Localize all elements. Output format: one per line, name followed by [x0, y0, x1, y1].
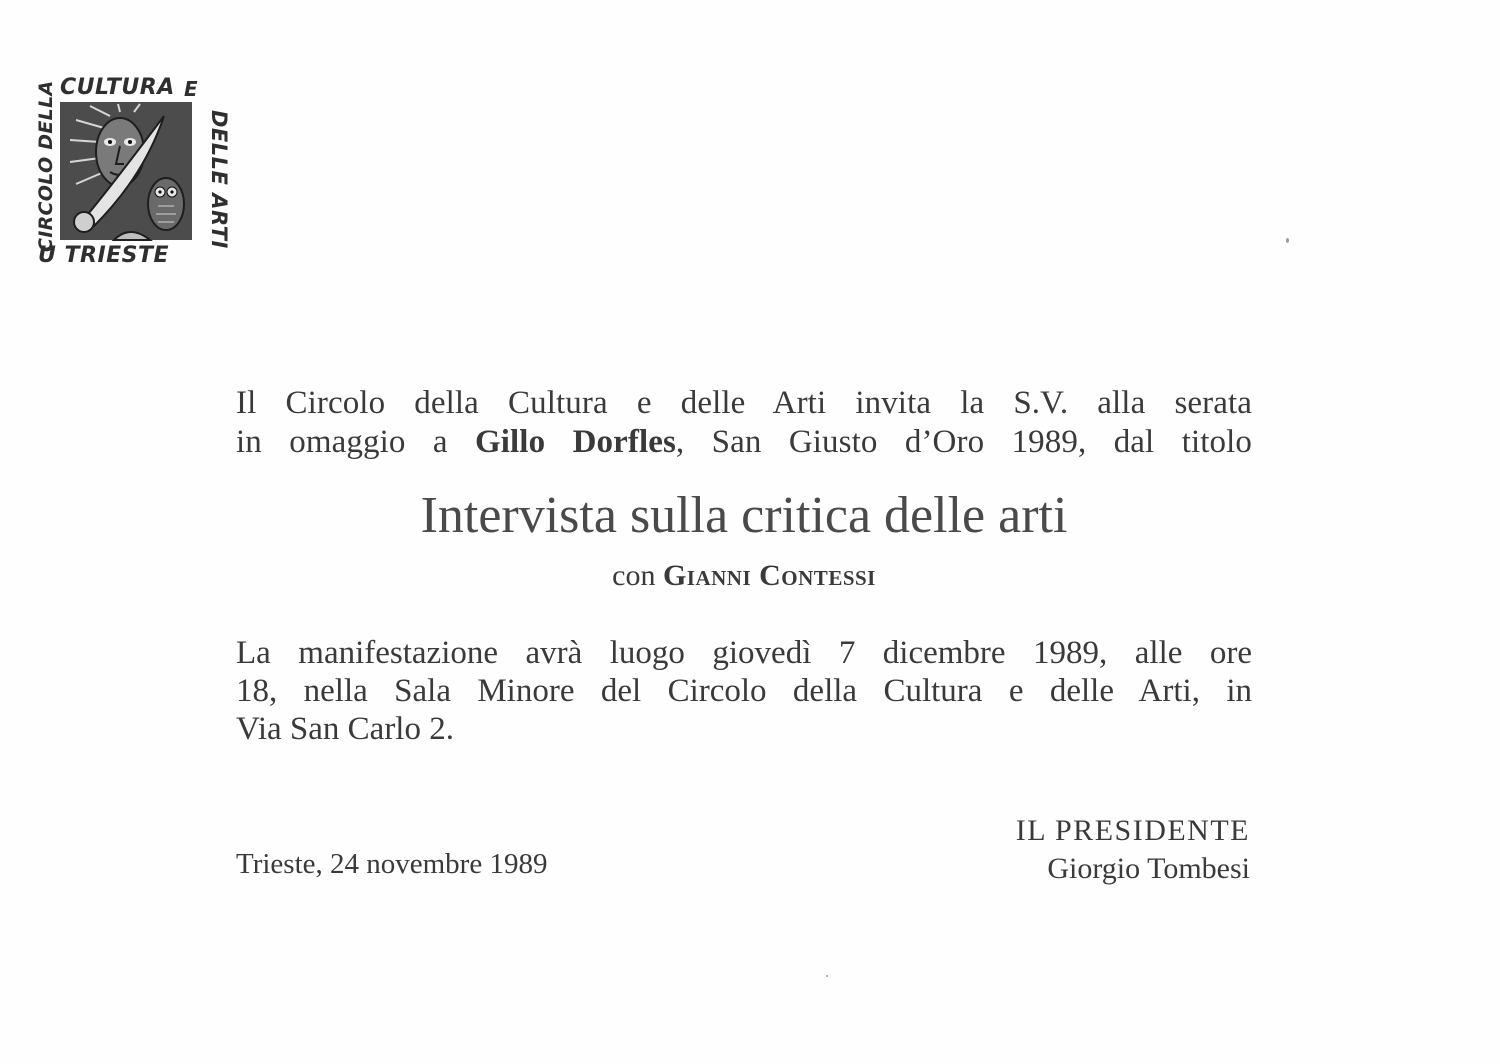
- intro-line-2-pre: in omaggio a: [236, 424, 448, 460]
- signatory-name: Giorgio Tombesi: [1047, 852, 1250, 885]
- svg-text:CIRCOLO DELLA: CIRCOLO DELLA: [35, 80, 57, 252]
- guest-prefix: con: [612, 559, 656, 592]
- event-details: [236, 634, 1252, 748]
- intro-line-2: [236, 423, 1252, 462]
- intro-line-2-post: , San Giusto d’Oro 1989, dal titolo: [675, 424, 1252, 460]
- details-line-2: 18, nella Sala Minore del Circolo della Cultura e delle Arti, in: [236, 673, 1252, 709]
- circolo-logo: [34, 75, 231, 268]
- signature-role: IL PRESIDENTE: [1015, 814, 1250, 847]
- svg-text:U TRIESTE: U TRIESTE: [38, 243, 170, 268]
- event-title: Intervista sulla critica delle arti: [420, 487, 1068, 544]
- place-date: Trieste, 24 novembre 1989: [236, 848, 548, 880]
- intro-line-1: Il Circolo della Cultura e delle Arti invita la S.V. alla serata: [236, 385, 1252, 421]
- svg-text:E: E: [184, 77, 198, 101]
- honoree-name: Gillo Dorfles: [475, 424, 676, 460]
- paper-speck: [1286, 238, 1289, 243]
- signature-block: [1016, 812, 1250, 888]
- svg-text:DELLE ARTI: DELLE ARTI: [207, 110, 231, 249]
- event-guest: [236, 556, 1252, 596]
- circolo-emblem-icon: [34, 75, 231, 268]
- details-line-3: Via San Carlo 2.: [236, 711, 454, 747]
- details-line-1: La manifestazione avrà luogo giovedì 7 dicembre 1989, alle ore: [236, 635, 1252, 671]
- svg-text:CULTURA: CULTURA: [60, 75, 175, 100]
- invitation-intro: [236, 384, 1252, 462]
- guest-name: Gianni Contessi: [662, 559, 876, 592]
- paper-speck: [826, 975, 828, 977]
